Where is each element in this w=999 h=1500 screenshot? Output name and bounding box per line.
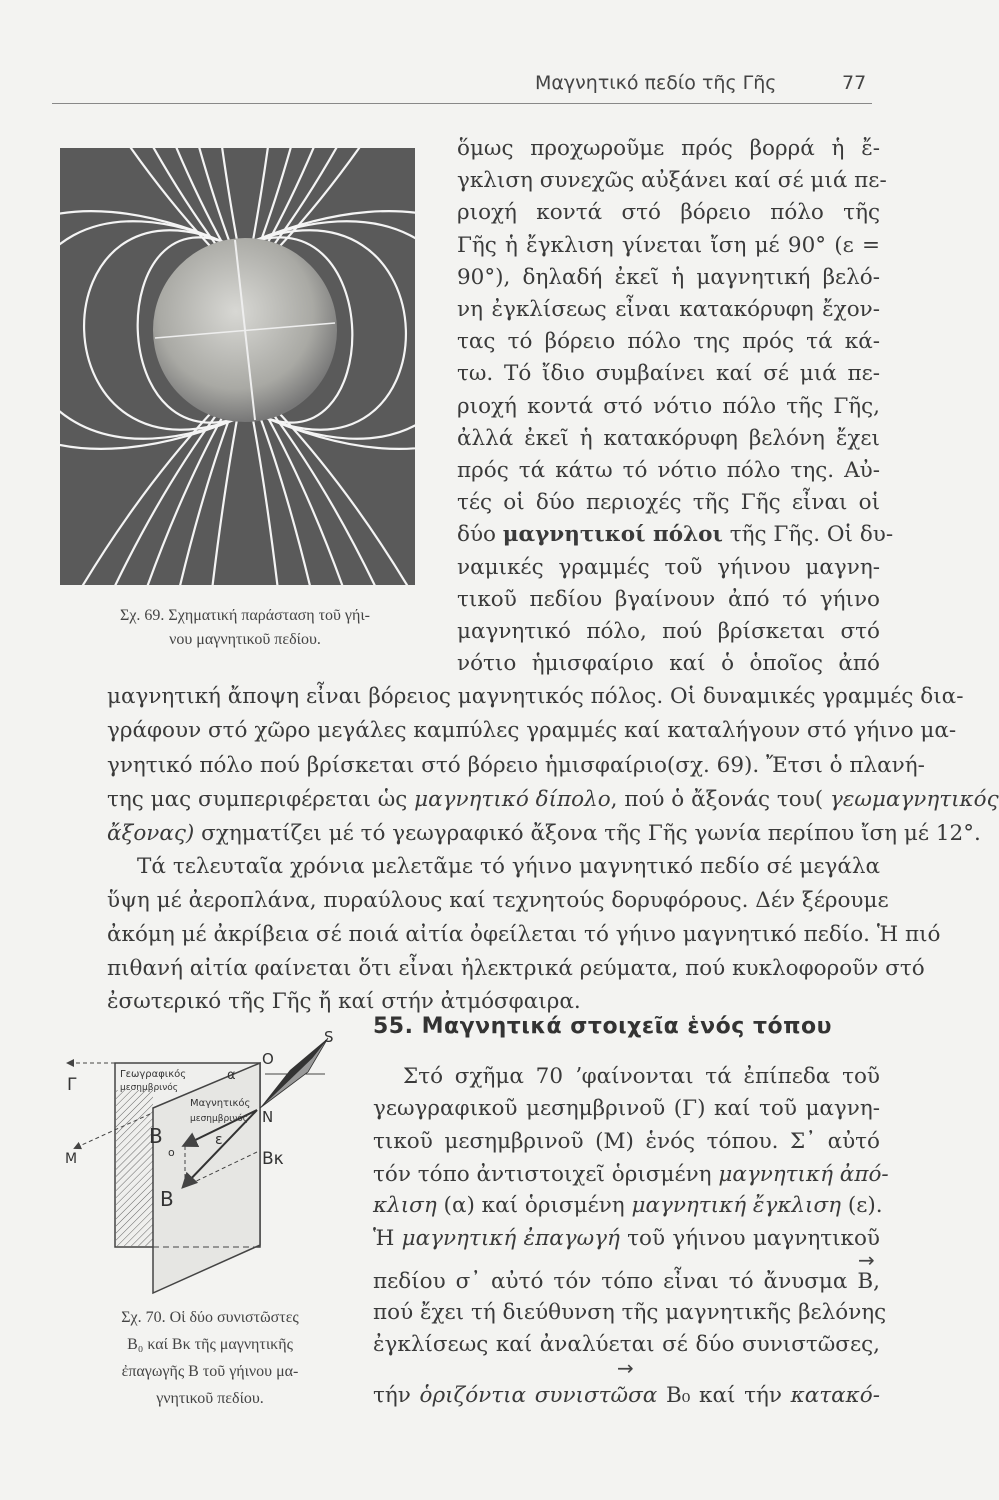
vector-arrow-B: → <box>858 1248 875 1272</box>
text-line: ὅμως προχωροῦμε πρός βορρά ἡ ἔ- <box>457 136 880 161</box>
text-line: γεωγραφικοῦ μεσημβρινοῦ (Γ) καί τοῦ μαγνη- <box>373 1096 880 1121</box>
text-line: ἀλλά ἐκεῖ ἡ κατακόρυφη βελόνη ἔχει <box>457 425 880 451</box>
text-line: ἐγκλίσεως καί ἀναλύεται σέ δύο συνιστῶσες, <box>373 1332 880 1357</box>
label-b: B <box>160 1187 174 1211</box>
figure-70-caption-line: Σχ. 70. Οἱ δύο συνιστῶστες <box>121 1309 299 1326</box>
text-line: μαγνητικό πόλο, πού βρίσκεται στό <box>457 619 880 644</box>
text-line: πεδίου σ᾿ αὐτό τόν τόπο εἶναι τό ἄνυσμα B, <box>373 1269 880 1294</box>
text-line: νότιο ἡμισφαίριο καί ὁ ὁποῖος ἀπό <box>457 651 880 677</box>
hatched-region <box>116 1090 153 1246</box>
text-line: Γῆς ἡ ἔγκλιση γίνεται ἴση μέ 90° (ε = <box>457 232 880 258</box>
header-rule <box>52 103 872 104</box>
text-line <box>373 1382 880 1410</box>
figure-69-caption-2: νου μαγνητικοῦ πεδίου. <box>169 631 321 648</box>
label-alpha: α <box>227 1068 236 1083</box>
field-line <box>146 414 224 585</box>
figure-70-caption-line: B₀ καί Bκ τῆς μαγνητικῆς <box>127 1336 293 1353</box>
text-line <box>373 1192 883 1220</box>
italic-term: μαγνητική ἔγκλιση <box>631 1193 842 1218</box>
figure-70-caption-line: ἐπαγωγῆς B τοῦ γήινου μα- <box>121 1363 299 1380</box>
italic-term: μαγνητική ἀπό- <box>718 1162 889 1187</box>
running-header-title: Μαγνητικό πεδίο τῆς Γῆς <box>535 72 777 94</box>
text-line: πού ἔχει τή διεύθυνση τῆς μαγνητικῆς βελόνης <box>373 1300 887 1325</box>
text-line: πρός τά κάτω τό νότιο πόλο της. Αὐ- <box>457 458 880 483</box>
text-line: τικοῦ μεσημβρινοῦ (Μ) ἑνός τόπου. Σ᾿ αὐτό <box>373 1129 880 1154</box>
italic-term: ἄξονας) <box>107 821 195 846</box>
figure-70-caption-line: γνητικοῦ πεδίου. <box>156 1390 264 1407</box>
figure-69-earth-magnetic-field <box>60 148 415 585</box>
label-n: N <box>262 1108 274 1126</box>
text-segment: σχηματίζει μέ τό γεωγραφικό ἄξονα τῆς Γῆς γωνία περίπου ἴση μέ 12°. <box>194 821 981 846</box>
field-line <box>113 414 217 585</box>
text-segment: τῆς Γῆς. Οἱ δυ- <box>722 522 894 548</box>
text-line: ἐσωτερικό τῆς Γῆς ἤ καί στήν ἀτμόσφαιρα. <box>107 989 581 1014</box>
section-heading: 55. Μαγνητικά στοιχεῖα ἑνός τόπου <box>373 1014 833 1039</box>
text-segment: της μας συμπεριφέρεται ὡς <box>107 787 415 812</box>
label-magnetic: Μαγνητικός <box>190 1098 251 1109</box>
text-segment: Ἡ <box>373 1226 402 1251</box>
text-line <box>373 1225 880 1253</box>
text-line: Τά τελευταῖα χρόνια μελετᾶμε τό γήινο μαγνητικό πεδίο σέ μεγάλα <box>137 854 880 879</box>
text-segment: δύο <box>457 522 503 548</box>
field-line <box>252 414 278 585</box>
text-line: νη ἐγκλίσεως εἶναι κατακόρυφη ἔχον- <box>457 297 880 322</box>
italic-term: κατακό- <box>790 1383 880 1408</box>
text-line: ριοχή κοντά στό νότιο πόλο τῆς Γῆς, <box>457 393 880 419</box>
text-line <box>457 521 894 549</box>
label-gamma: Γ <box>67 1075 77 1095</box>
text-line: τές οἱ δύο περιοχές τῆς Γῆς εἶναι οἱ <box>457 490 880 516</box>
text-segment: (α) καί ὁρισμένη <box>436 1193 632 1218</box>
label-o: O <box>262 1050 274 1068</box>
label-epsilon: ε <box>215 1132 223 1148</box>
text-segment: τόν τόπο ἀντιστοιχεῖ ὁρισμένη <box>373 1162 719 1187</box>
label-b0-sub: o <box>168 1146 175 1159</box>
italic-term: ὁριζόντια συνιστῶσα <box>419 1383 658 1408</box>
text-line: Στό σχῆμα 70 ʼφαίνονται τά ἐπίπεδα τοῦ <box>403 1064 880 1089</box>
figure-69-caption-1: Σχ. 69. Σχηματική παράσταση τοῦ γήι- <box>120 607 370 624</box>
text-line: ἀκόμη μέ ἀκρίβεια σέ ποιά αἰτία ὀφείλεται τό γήινο μαγνητικό πεδίο. Ἡ πιό <box>107 922 941 947</box>
field-line <box>280 414 410 585</box>
text-line: ναμικές γραμμές τοῦ γήινου μαγνη- <box>457 554 880 580</box>
text-line: τω. Τό ἴδιο συμβαίνει καί σέ μιά πε- <box>457 361 880 387</box>
text-line: γράφουν στό χῶρο μεγάλες καμπύλες γραμμές καί καταλήγουν στό γήινο μα- <box>107 718 957 743</box>
label-magnetic-meridian: μεσημβρινός <box>190 1114 249 1124</box>
text-line: ὕψη μέ ἀεροπλάνα, πυραύλους καί τεχνητούς δορυφόρους. Δέν ξέρουμε <box>107 888 889 913</box>
text-line: ριοχή κοντά στό βόρειο πόλο τῆς <box>457 200 880 226</box>
text-line <box>107 786 999 814</box>
label-s: S <box>324 1030 334 1046</box>
text-segment: , πού ὁ ἄξονάς του( <box>610 787 830 812</box>
field-line <box>212 414 238 585</box>
text-segment: τήν <box>373 1383 420 1408</box>
italic-term: γεωμαγνητικός <box>829 787 999 812</box>
text-line: πιθανή αἰτία φαίνεται ὅτι εἶναι ἠλεκτρικά ρεύματα, πού κυκλοφοροῦν στό <box>107 956 925 981</box>
label-geographic: Γεωγραφικός <box>120 1069 187 1080</box>
text-line: 90°), δηλαδή ἐκεῖ ἡ μαγνητική βελό- <box>457 264 880 290</box>
earth-field-diagram <box>60 148 415 585</box>
label-m: M <box>65 1151 78 1167</box>
label-geographic-meridian: μεσημβρινός <box>120 1083 179 1093</box>
compass-needle <box>260 1038 328 1108</box>
italic-term: κλιση <box>373 1193 437 1218</box>
text-line <box>373 1161 889 1189</box>
italic-term: μαγνητικό δίπολο <box>414 787 611 812</box>
text-line: γκλιση συνεχῶς αὐξάνει καί σέ μιά πε- <box>457 168 887 194</box>
label-bk: Bκ <box>262 1149 284 1169</box>
text-line: τας τό βόρειο πόλο της πρός τά κά- <box>457 329 880 355</box>
text-line: τικοῦ πεδίου βγαίνουν ἀπό τό γήινο <box>457 586 880 612</box>
text-segment: (ε). <box>841 1193 883 1218</box>
figure-70-magnetic-components-diagram <box>50 1030 370 1310</box>
italic-term: μαγνητική ἐπαγωγή <box>401 1226 620 1251</box>
bold-term: μαγνητικοί πόλοι <box>502 522 723 548</box>
text-segment: B₀ καί τήν <box>657 1383 791 1408</box>
vector-arrow-B0: → <box>617 1356 634 1380</box>
text-line: γνητικό πόλο πού βρίσκεται στό βόρειο ἡμισφαίριο(σχ. 69). Ἔτσι ὁ πλανή- <box>107 753 925 778</box>
label-b0: B <box>149 1124 163 1148</box>
text-segment: τοῦ γήινου μαγνητικοῦ <box>619 1226 880 1251</box>
text-line <box>107 820 981 848</box>
page-number: 77 <box>842 72 867 94</box>
text-line: μαγνητική ἄποψη εἶναι βόρειος μαγνητικός πόλος. Οἱ δυναμικές γραμμές δια- <box>107 684 964 709</box>
